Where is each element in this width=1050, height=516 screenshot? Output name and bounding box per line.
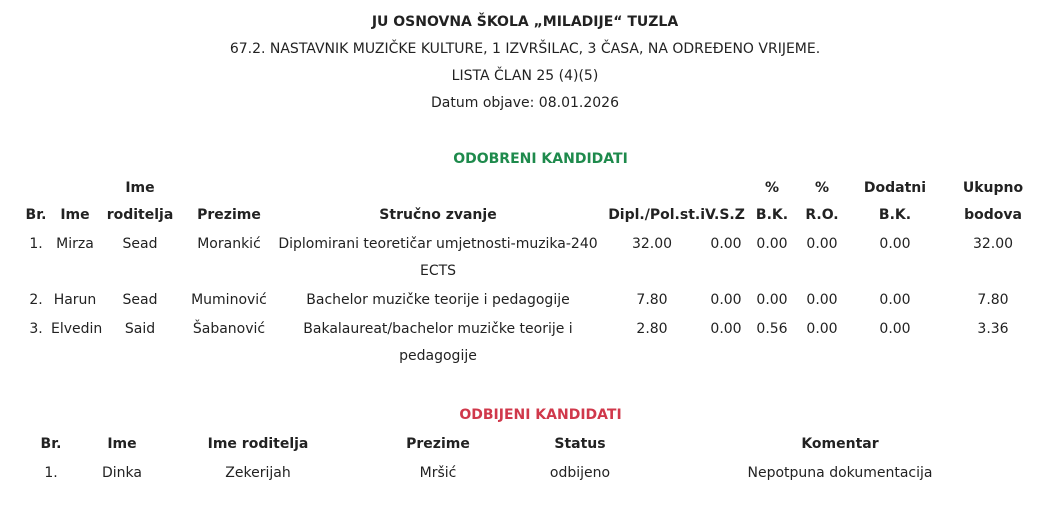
cell-prezime: Morankić <box>197 236 261 252</box>
cell-ime: Harun <box>53 292 97 308</box>
col-bk <box>747 175 797 229</box>
col-ime-roditelja-top: Ime <box>125 180 155 196</box>
cell-br: 1. <box>44 465 58 481</box>
col-ukupno <box>943 175 1043 229</box>
cell-vsz: 0.00 <box>710 292 742 308</box>
cell-prezime: Muminović <box>191 292 267 308</box>
approved-candidates-table <box>21 175 1043 370</box>
cell-ro: 0.00 <box>806 292 838 308</box>
col-ukupno-bottom: bodova <box>964 207 1022 223</box>
cell-roditelj: Sead <box>122 292 158 308</box>
cell-dipl: 32.00 <box>631 236 673 252</box>
cell-bk: 0.56 <box>756 321 788 337</box>
col-ime: Ime <box>107 436 137 452</box>
cell-ukupno: 7.80 <box>977 292 1009 308</box>
cell-zvanje: Bakalaureat/bachelor muzičke teorije i pedagogije <box>303 321 573 364</box>
table-row <box>21 314 1043 370</box>
col-ime-roditelja-bottom: roditelja <box>106 207 174 223</box>
cell-zvanje: Bachelor muzičke teorije i pedagogije <box>306 292 570 308</box>
col-br: Br. <box>40 436 62 452</box>
col-ro-bottom: R.O. <box>805 207 839 223</box>
col-ukupno-top: Ukupno <box>962 180 1024 196</box>
cell-roditelj: Sead <box>122 236 158 252</box>
cell-ro: 0.00 <box>806 321 838 337</box>
cell-dipl: 7.80 <box>636 292 668 308</box>
table-row <box>21 229 1043 285</box>
col-prezime: Prezime <box>406 436 470 452</box>
col-dodatni-bk <box>847 175 943 229</box>
school-name: JU OSNOVNA ŠKOLA „MILADIJE“ TUZLA <box>371 14 679 30</box>
col-ime-roditelja <box>99 175 181 229</box>
cell-vsz: 0.00 <box>710 236 742 252</box>
cell-status: odbijeno <box>549 465 611 481</box>
col-ro-top: % <box>814 180 830 196</box>
cell-prezime: Mršić <box>419 465 457 481</box>
col-vsz: V.S.Z <box>705 207 745 223</box>
cell-dodatni: 0.00 <box>879 236 911 252</box>
cell-dodatni: 0.00 <box>879 292 911 308</box>
cell-dodatni: 0.00 <box>879 321 911 337</box>
cell-ukupno: 3.36 <box>977 321 1009 337</box>
col-ime: Ime <box>60 207 90 223</box>
cell-dipl: 2.80 <box>636 321 668 337</box>
col-bk-bottom: B.K. <box>755 207 789 223</box>
cell-komentar: Nepotpuna dokumentacija <box>747 465 933 481</box>
col-dodatni-top: Dodatni <box>863 180 927 196</box>
cell-br: 3. <box>29 321 43 337</box>
table-row <box>21 285 1043 314</box>
col-ro <box>797 175 847 229</box>
cell-ukupno: 32.00 <box>972 236 1014 252</box>
cell-roditelj: Zekerijah <box>225 465 291 481</box>
cell-prezime: Šabanović <box>192 321 266 337</box>
document-header <box>0 0 1050 120</box>
publish-date: Datum objave: 08.01.2026 <box>431 95 619 111</box>
cell-roditelj: Said <box>124 321 156 337</box>
cell-ro: 0.00 <box>806 236 838 252</box>
cell-ime: Dinka <box>102 465 142 481</box>
col-dodatni-bottom: B.K. <box>878 207 912 223</box>
col-bk-top: % <box>764 180 780 196</box>
position-description: 67.2. NASTAVNIK MUZIČKE KULTURE, 1 IZVRŠILAC, 3 ČASA, NA ODREĐENO VRIJEME. <box>229 41 821 57</box>
rejected-header-row <box>21 431 1043 458</box>
table-row <box>21 458 1043 487</box>
col-br: Br. <box>25 207 47 223</box>
col-status: Status <box>554 436 606 452</box>
rejected-section-title: ODBIJENI KANDIDATI <box>459 407 622 423</box>
cell-ime: Mirza <box>56 236 94 252</box>
col-prezime: Prezime <box>197 207 261 223</box>
col-ime-roditelja: Ime roditelja <box>207 436 309 452</box>
cell-vsz: 0.00 <box>710 321 742 337</box>
cell-bk: 0.00 <box>756 236 788 252</box>
cell-bk: 0.00 <box>756 292 788 308</box>
col-strucno-zvanje: Stručno zvanje <box>379 207 497 223</box>
col-komentar: Komentar <box>801 436 879 452</box>
list-article: LISTA ČLAN 25 (4)(5) <box>451 68 599 84</box>
col-dipl: Dipl./Pol.st.i <box>608 207 705 223</box>
approved-section-title: ODOBRENI KANDIDATI <box>453 151 628 167</box>
rejected-candidates-table <box>21 431 1043 487</box>
cell-br: 2. <box>29 292 43 308</box>
cell-ime: Elvedin <box>51 321 103 337</box>
approved-header-row <box>21 175 1043 229</box>
cell-br: 1. <box>29 236 43 252</box>
cell-zvanje: Diplomirani teoretičar umjetnosti-muzika-240 ECTS <box>278 236 598 279</box>
